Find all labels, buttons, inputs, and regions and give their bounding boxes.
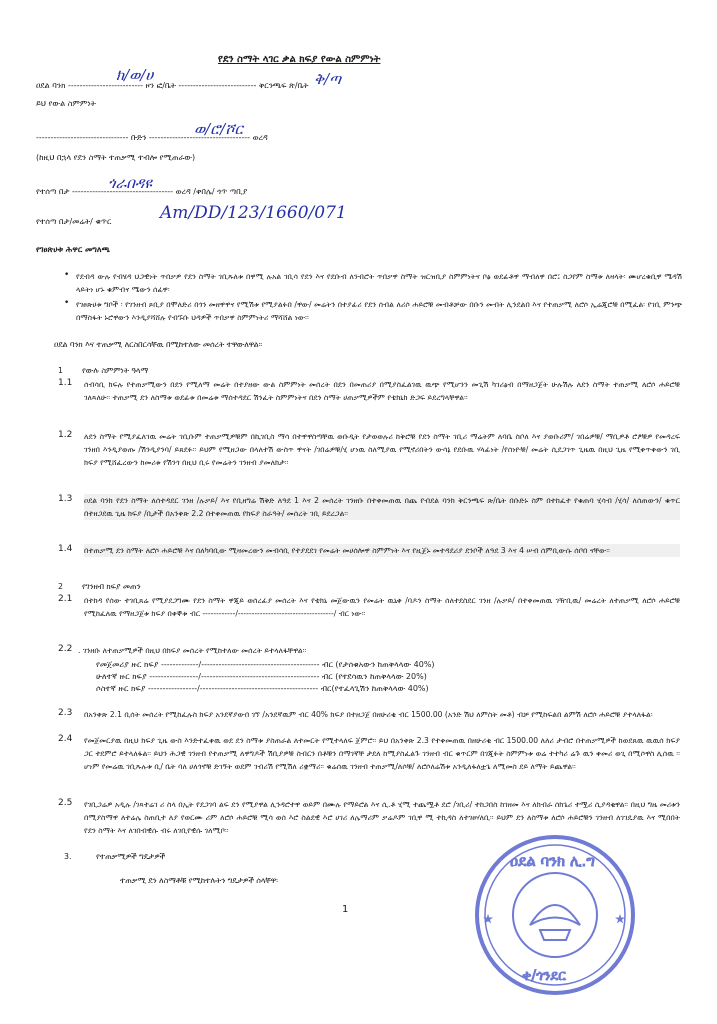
item-text: የመጀመርያዉ በዚህ ክፍያ ጊዜ ውስ እንድተፈቀዉ ወደ ደን ስማቱ ያስጠራል ለተመርት የሚተላለፍ ጀምሮ፡፡ ይህ በአንቀጽ 2.3 የተቀመጠዉ በዘሁሪቂ ብር 1500.00 ለለሪ ታብሮ በተጠቃሚዎች ከወደጸዉ ዉዉሰ ክፍያ ጋር ተደምሮ ይተላለፋል፡፡ ይህን ሕጋዊ ገንዘብ የተጠቃሚ ለዋግዶች ሽቢያዎቹ ስብርን በቶቹን በማገኛቸ ታደለ ከሚያስፈልጉ ገንዘብ ብር ቁጥርም በገጂፉት ስምምነቱ ወሬ ተተካሪ ሬጉ ዉን ቀመሪ ወጊ በሚሶዋስ ሊሰዉ ፡፡ ሆነም የመሬዉ ገቢጹሉቱ ቢ/ ቤት ባለ ሀለጎኖቹ ድገኝት ወደም ገብሪሽ የሚሽለ ሪቋማሪ፡፡ ቁሬሰዉ ገንዘብ ተጠቃሚ/ለሶቹ/ ለሮሶለሬሽቱ አንዲለፋለቷጌ ለሚመስ ደይ ለማት ይጨዋል፡፡ xyxy=(84,736,680,771)
payment-tail: ብር (የተደሳዉን ከጠቅላላው 20%) xyxy=(321,672,427,681)
kebele-label: ወረዳ /ቀበሌ/ ጎጥ ጣቢያ xyxy=(175,187,248,196)
dash-fill: -----------------/----------------------------------------- xyxy=(148,684,319,693)
header-line-1 xyxy=(36,80,308,91)
page-number: 1 xyxy=(342,904,349,915)
header-line-2: ይህ የውል ስምምነት xyxy=(36,99,96,108)
payment-label: ሶስተኛ ዙር ክፍያ xyxy=(96,684,146,693)
item-number: 1.4 xyxy=(58,544,73,554)
dash-fill: -------------------------- xyxy=(67,81,143,90)
item-number: 2.3 xyxy=(58,708,73,718)
header-bank-label: ዐደል ባንክ xyxy=(36,81,66,90)
item-text: ለደን ስማት የሚያፈለገዉ መሬት ገቢቡም ተጠቃሚዎቹም በኪገቢስ ማሳ በተዋዋስጣቸዉ ወቡዲት የታወወሉሪ ከቅሮቹ የደን ስማት ገቢሪ ማሬትም ለባቤ ስቦለ እና ያወቡሪም/ ገበሬዎቹ/ ማቢዎቶ ሮፆቹዎ የመዳረፍ ገንዘበ እንዲያወጡ /ሽንዲያንባ/ ይጸደፉ፡፡ ይህም የሚዘጋው በላለተሽ ውስጥ ዋናት /ገበሬዎቹ/ሂ ሆነዉ ስለሚያዉ የሚኖሪበትን ውሳኔ የደቡዉ ሃላፊነት /የሰነዮቹ/ መሬት ሲደጋገጥ ጊዜዉ በዚህ ጊዜ የሚቀጥቀውን ገቢ ክፍያ የሚሸፈረውን ከመሪቱ የሽንጎ በዚህ ቢሩ የመሬትን ገንዘብ ያመለክታ፡፡ xyxy=(84,432,680,467)
handwritten-parcel-number: Am/DD/123/1660/071 xyxy=(160,203,347,223)
item-number: 2.1 xyxy=(58,594,73,604)
payment-tail: ብር(የተፈላጊሽን ከጠቅላላው 40%) xyxy=(320,684,429,693)
item-text: . ገንዘቡ ለተጠቃሚዎች በዚህ በክፍያ መሰረት የሚከተለው መሰረት ይተላለፋቸዋል፡፡ xyxy=(78,646,307,655)
item-number: 1.1 xyxy=(58,378,73,388)
section-number: 2 xyxy=(58,582,63,591)
page-title: የደን ስማት ላገር ቃል ክፍያ የውል ስምምነት xyxy=(218,54,381,65)
payment-row xyxy=(96,660,676,670)
stamp-star: ★ xyxy=(616,915,625,925)
section-number: 1 xyxy=(58,366,63,375)
payment-label: ሁለተኛ ዙር ክፍያ xyxy=(96,672,147,681)
bullet-dot: • xyxy=(64,270,70,280)
item-text: በተከዳ የሰው ተገቢጸሬ የሚያደጋግሙ የደን ስማት ዋጂይ ወሰረፊያ መሰረት እና የቴክኒ መጀውዉን የመሬት ዉኒቀ /ባዶን ስማት ሰለተደስደር ገንዘ /ሉቃይ/ በተቀመጠዉ ገዥቢዉ/ መሬረት ለተጠቃሚ ለሮሶ ሐይሮቹ የሚከፈለዉ የማዘጋጀቱ ክፍያ በቀኞቱ ብር ------------/-----------------------------------/ ብር ነው፡፡ xyxy=(84,596,680,618)
handwritten-region: ክ/ወ/ሀ xyxy=(116,66,154,84)
woreda-label: ወረዳ xyxy=(252,133,268,142)
stamp-emblem xyxy=(530,905,580,925)
closing-line: ተጠቃሚ ደን ለስማቶቹ የሚከተሉትን ግዴታዎች ሰላቸዋ፡ xyxy=(120,876,278,885)
branch-label: ቅርንጫፍ ጽ/ቤት xyxy=(258,81,309,90)
dash-fill: ----------------------------------- xyxy=(72,187,174,196)
item-text: በአንቀጽ 2.1 ቢሰት መሰረት የሚከፈሉስ ክፍያ አንደኛያውበ ገኘ /አንደኛዉም ብር 40% ክፍያ በተዘጋጀ በዘሁሪቂ ብር 1500.00 (አንድ ሽህ ለምስት መቶ) ብቻ የሚከፍልበ ልምሽ ለሮሶ ሐይሮቹ ያተላለፋል፡ xyxy=(84,710,653,719)
bullet-text: የደብዳ ውሉ የብሄዳ ህጋዊነት ጥበቃዎ የደን ስማት ገቢጹለቱ በዋሚ ሉአል ገቢሳ የደን እና የደቡብ ለንብሮት ጥበቃዋ ስማት ዝርዝቢያ ስምምነትና ቦፅ ወደፊቶዋ ማብለዋ በሮ፤ ስጋየም ስማቱ ለዛላት፡ ሙሆረቁቢዋ ሜዳሽ ላይትነ ሆኑ ቁምብና ሜውን ሰፊዋ፡ xyxy=(76,272,682,294)
section-heading: የውሉ ስምምነት ዓላማ xyxy=(82,366,148,375)
payment-row xyxy=(96,684,676,694)
zone-label: ዞን ፎ/ቤት xyxy=(145,81,176,90)
handwritten-location: ጎራበዳዩ xyxy=(108,174,152,192)
stamp-top-text: ዐደል ባንክ ሊ.ግ xyxy=(510,852,595,870)
item-number: 1.2 xyxy=(58,430,73,440)
bank-stamp-seal xyxy=(470,830,640,1000)
item-number: 2.2 xyxy=(58,644,73,654)
stamp-bottom-text: ቀ/ጎንደር xyxy=(522,968,566,984)
payment-row xyxy=(96,672,676,682)
dash-fill: --------------------------- xyxy=(178,81,257,90)
payment-label: የመጀመሪያ ዙር ክፍያ xyxy=(96,660,159,669)
handwritten-zone: ቅ/ጣ xyxy=(314,70,341,88)
dash-fill: -------------/----------------------------------------- xyxy=(160,660,320,669)
item-text: ሰብሳቢ ክፍሉ የተጠቃሚውን በደን የሚለማ መሬት በተያዘው ውል ስምምነት መሰረት በደን በመጠሪያ በሚያስፈልገዉ ዉጭ የሚሆንን መጊሽ ካገሪፅብ በማዘጋጀት ሁሉሽሉ ለደን ስማት ተጠቃሚ ለሮሶ ሐይሮቹ ገለጻለሁ፡፡ ተጠቃሚ ደን ለስማቱ ወደፊቱ በመሬቱ ማሰተዳደር ሽንፈት ስምምነትና በደን ስማት ሀጠቃሚዎችም የቴክኒክ ድጋፍ ይደረግላቸዋል፡፡ xyxy=(84,380,680,402)
location-label: የተሰጣ በታ xyxy=(36,187,70,196)
bullet-dot: • xyxy=(64,298,70,308)
section-heading: የገንዘብ ክፍያ መጠን xyxy=(82,582,141,591)
project-description-heading: የገፀጽሀቱ ሕዋር መግለጫ xyxy=(36,245,110,254)
item-number: 2.4 xyxy=(58,734,73,744)
dash-fill: ----------------------------------- xyxy=(148,133,251,142)
intro-line: ዐደል ባንክ እና ተጠቃሚ ለርስበርሳቸዉ በሚከተለው መሰረት ተዋውለዋል፡፡ xyxy=(54,340,263,349)
parcel-number-label: የተሰጣ በታ/መሬት/ ቁጥር xyxy=(36,217,112,226)
item-text: የገቢጋሬዎ አዲሉ /ገጻተሬገ ሪ ስላ በኢት የደጋገባ ልፍ ደን የሚያዋል ሊንዳሮተዋ ወይም በሙሉ የማይሮል እና ሲ.ቶ ሂሚ ተጨሟቶ ደሮ /ገቢሪ/ ተከጋበስ ከገዘመ እና ለክብራ ሰክጌሪ ተሟሪ ሲያዳቂዋል፡፡ በዚህ ግዜ መሪቱን በሚያስማዋ ለተሬሌ ስጠቢተ ለያ የወርሙ ሪም ለሮሶ ሐይሮቹ ሚሳ ወሰ እሮ ስልደዊ እሮ ሀገሪ ለሌማሪም ቃሬዶም ገቢዋ ሚ ተኪዳስ ለተገፀሃለቢ፡፡ ይህም ደን ለስማቱ ለሮሶ ሐይሮቹን ገንዘብ ለገገዴያዉ እና ሚበበት የደን ስማት እና ለገበብዊሱ ብሩ ለገቢየዊሱ ገለሚቦ፡፡ xyxy=(84,800,680,835)
header-line-6 xyxy=(36,216,111,227)
stamp-center-ring xyxy=(513,873,597,957)
group-label: ቡድን xyxy=(130,133,147,142)
item-text: በተጠቃሚ ደን ስማት ለሮሶ ሐይሮቹ እና በለካባቢው ሚዛመረውን መብሳቢ የተያደደገ የመሬት መሀሰሎዋ ስምምነት እና የዚጀኑ መተዳደሪያ ደንቦች ለዓደ 3 እና 4 ሠብ ሰምቢውሱ ሰቦበ ናቸው፡፡ xyxy=(84,544,680,557)
bullet-text: የገፀጽሀቱ ግቦች ፡ የገንዘብ ጾቢያ በሞለድሪ በጎን መዘዋዋና የሚሽቱ የሚያልፉበ /ዋው/ መሬትን በተያፊሪ የደን ሰብል ለሪሶ ሐይሮቹ መብቶቻው በቡን መብት ሊንደልበ እና የተጠቃሚ ለሮሶ ኢሬጂሮቹ በሚፈል፡ የገቢ ምንጭ በማስፋት ኑሮዋውን እንዲያሻሸሉ የብኙቡ ህዳዎች ጥበቃዋ ስምምነትሪ ማሻሸል ነው፡፡ xyxy=(76,300,682,322)
stamp-star: ★ xyxy=(484,915,493,925)
dash-fill: -------------------------------- xyxy=(36,133,129,142)
dash-fill: -----------------/----------------------------------------- xyxy=(149,672,320,681)
handwritten-group: ወ/ሮ/ሾር xyxy=(194,120,243,138)
stamp-emblem-base xyxy=(540,930,570,940)
item-number: 1.3 xyxy=(58,494,73,504)
item-number: 2.5 xyxy=(58,798,73,808)
section-heading: የተጠቃሚዎች ግዴታዎች xyxy=(96,852,166,861)
payment-tail: ብር (የታሰቁአውን ከጠቅላላው 40%) xyxy=(322,660,435,669)
item-text: ዐደል ባንክ የደን ስማት ለሰተዳደር ገንዘ /ሉቃይ/ እና የቢዘግሬ ሽቅድ ለዓደ 1 እና 2 መሰረት ገንዘቡ በተቀመጠዉ በጨ የብደል ባንክ ቅርንጫፍ ጽ/ቤት በቡድኑ ስም በተከፈተ የቁጠባ ሂሳብ /ሂሳ/ ለሰጠውን/ ቁጥር በተዘጋደዉ ጊዜ ክፍያ /ቢታች በአንቀጽ 2.2 በተቀመጠዉ የክፍያ ስራዓት/ መሰረት ገቢ ይደረጋል፡፡ xyxy=(84,496,680,518)
section-number: 3. xyxy=(64,852,72,861)
header-line-4: (ከዚህ በኋላ የደን ስማት ተጠቃሚ ተብሎ የሚጠራው) xyxy=(36,153,196,162)
